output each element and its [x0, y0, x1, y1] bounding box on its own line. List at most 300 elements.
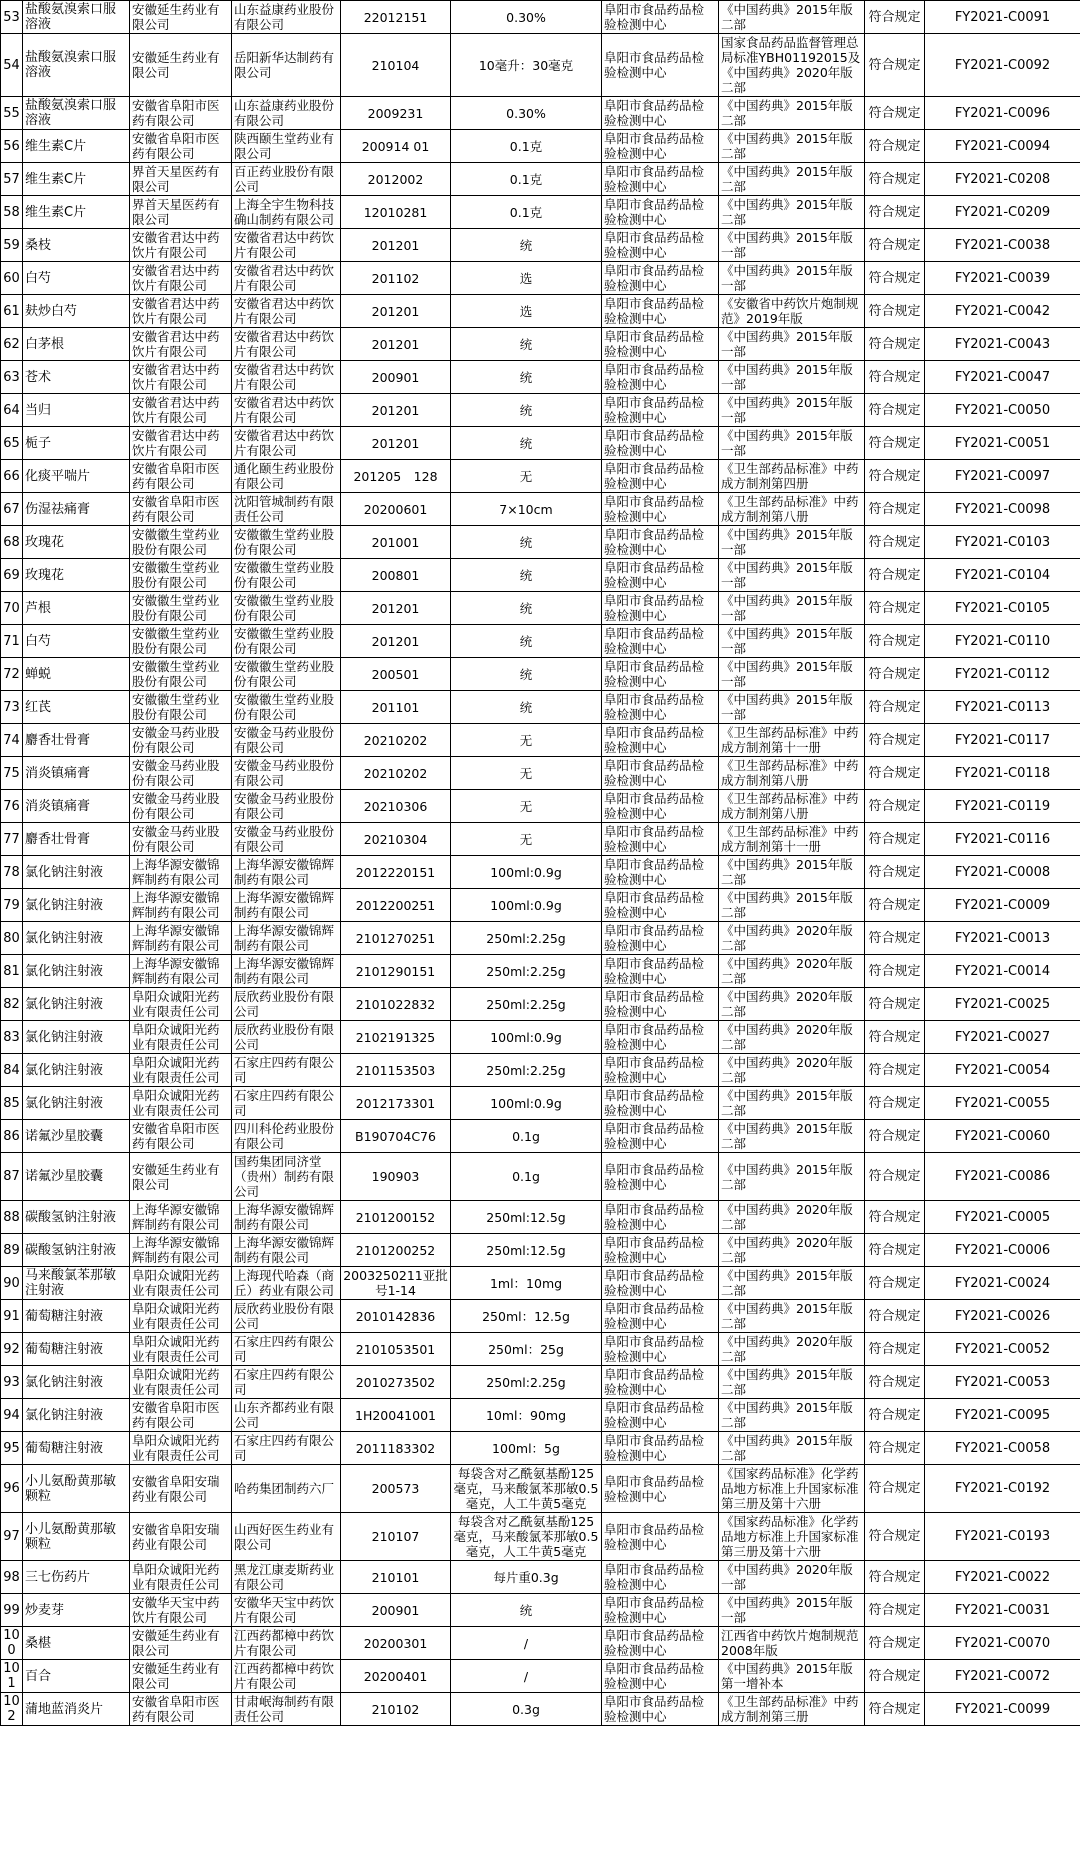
test-standard: 《中国药典》2015年版二部 [719, 1267, 865, 1300]
test-standard: 《中国药典》2020年版二部 [719, 1333, 865, 1366]
report-number: FY2021-C0086 [925, 1153, 1080, 1201]
report-number: FY2021-C0119 [925, 790, 1080, 823]
specification: 100ml:0.9g [451, 856, 602, 889]
batch-number: 200801 [341, 559, 451, 592]
testing-lab: 阜阳市食品药品检验检测中心 [602, 361, 719, 394]
table-row [1, 988, 1080, 1021]
testing-lab: 阜阳市食品药品检验检测中心 [602, 757, 719, 790]
test-standard: 《中国药典》2015年版二部 [719, 97, 865, 130]
test-standard: 《中国药典》2015年版二部 [719, 1087, 865, 1120]
batch-number: 200501 [341, 658, 451, 691]
test-standard: 《中国药典》2015年版一部 [719, 559, 865, 592]
test-result: 符合规定 [865, 1021, 925, 1054]
report-number: FY2021-C0027 [925, 1021, 1080, 1054]
table-row [1, 1333, 1080, 1366]
test-result: 符合规定 [865, 1087, 925, 1120]
product-name: 麝香壮骨膏 [23, 724, 130, 757]
testing-lab: 阜阳市食品药品检验检测中心 [602, 163, 719, 196]
testing-lab: 阜阳市食品药品检验检测中心 [602, 1201, 719, 1234]
manufacturer-name: 黑龙江康麦斯药业有限公司 [232, 1561, 341, 1594]
test-standard: 《中国药典》2015年版二部 [719, 1432, 865, 1465]
supplier-name: 阜阳众诚阳光药业有限责任公司 [130, 1366, 232, 1399]
table-row [1, 163, 1080, 196]
testing-lab: 阜阳市食品药品检验检测中心 [602, 889, 719, 922]
row-number: 82 [1, 988, 23, 1021]
product-name: 氯化钠注射液 [23, 1366, 130, 1399]
report-number: FY2021-C0096 [925, 97, 1080, 130]
product-name: 葡萄糖注射液 [23, 1333, 130, 1366]
supplier-name: 阜阳众诚阳光药业有限责任公司 [130, 1267, 232, 1300]
row-number: 55 [1, 97, 23, 130]
manufacturer-name: 上海华源安徽锦辉制药有限公司 [232, 889, 341, 922]
row-number: 79 [1, 889, 23, 922]
batch-number: 22012151 [341, 1, 451, 34]
row-number: 100 [1, 1627, 23, 1660]
specification: 0.30% [451, 1, 602, 34]
product-name: 维生素C片 [23, 130, 130, 163]
specification: 0.1克 [451, 196, 602, 229]
table-row [1, 790, 1080, 823]
product-name: 盐酸氨溴索口服溶液 [23, 97, 130, 130]
table-row [1, 493, 1080, 526]
test-result: 符合规定 [865, 1465, 925, 1513]
testing-lab: 阜阳市食品药品检验检测中心 [602, 790, 719, 823]
product-name: 马来酸氯苯那敏注射液 [23, 1267, 130, 1300]
supplier-name: 安徽华天宝中药饮片有限公司 [130, 1594, 232, 1627]
specification: 100ml：5g [451, 1432, 602, 1465]
product-name: 白芍 [23, 625, 130, 658]
batch-number: 2101290151 [341, 955, 451, 988]
test-standard: 《中国药典》2020年版二部 [719, 1201, 865, 1234]
test-standard: 《中国药典》2015年版一部 [719, 526, 865, 559]
test-result: 符合规定 [865, 427, 925, 460]
test-result: 符合规定 [865, 1300, 925, 1333]
specification: 选 [451, 295, 602, 328]
batch-number: 201201 [341, 328, 451, 361]
batch-number: 190903 [341, 1153, 451, 1201]
row-number: 96 [1, 1465, 23, 1513]
table-row [1, 1399, 1080, 1432]
test-standard: 《中国药典》2015年版二部 [719, 1, 865, 34]
test-result: 符合规定 [865, 1234, 925, 1267]
row-number: 63 [1, 361, 23, 394]
batch-number: 201001 [341, 526, 451, 559]
test-standard: 江西省中药饮片炮制规范2008年版 [719, 1627, 865, 1660]
test-result: 符合规定 [865, 262, 925, 295]
table-row [1, 460, 1080, 493]
manufacturer-name: 山西好医生药业有限公司 [232, 1513, 341, 1561]
batch-number: 210107 [341, 1513, 451, 1561]
batch-number: 200901 [341, 1594, 451, 1627]
batch-number: 201201 [341, 625, 451, 658]
report-number: FY2021-C0050 [925, 394, 1080, 427]
table-row [1, 1300, 1080, 1333]
report-number: FY2021-C0095 [925, 1399, 1080, 1432]
test-result: 符合规定 [865, 229, 925, 262]
table-row [1, 1054, 1080, 1087]
manufacturer-name: 安徽省君达中药饮片有限公司 [232, 262, 341, 295]
table-row [1, 856, 1080, 889]
testing-lab: 阜阳市食品药品检验检测中心 [602, 493, 719, 526]
report-number: FY2021-C0042 [925, 295, 1080, 328]
testing-lab: 阜阳市食品药品检验检测中心 [602, 1054, 719, 1087]
row-number: 66 [1, 460, 23, 493]
test-result: 符合规定 [865, 922, 925, 955]
report-number: FY2021-C0008 [925, 856, 1080, 889]
testing-lab: 阜阳市食品药品检验检测中心 [602, 196, 719, 229]
specification: 选 [451, 262, 602, 295]
test-result: 符合规定 [865, 1561, 925, 1594]
specification: 7×10cm [451, 493, 602, 526]
testing-lab: 阜阳市食品药品检验检测中心 [602, 229, 719, 262]
manufacturer-name: 山东齐都药业有限公司 [232, 1399, 341, 1432]
supplier-name: 安徽省阜阳市医药有限公司 [130, 1693, 232, 1726]
manufacturer-name: 安徽徽生堂药业股份有限公司 [232, 625, 341, 658]
row-number: 64 [1, 394, 23, 427]
specification: 100ml:0.9g [451, 1021, 602, 1054]
specification: 统 [451, 559, 602, 592]
test-result: 符合规定 [865, 1333, 925, 1366]
report-number: FY2021-C0058 [925, 1432, 1080, 1465]
specification: 统 [451, 691, 602, 724]
report-number: FY2021-C0112 [925, 658, 1080, 691]
manufacturer-name: 江西药都樟中药饮片有限公司 [232, 1660, 341, 1693]
specification: 统 [451, 427, 602, 460]
test-standard: 《中国药典》2015年版第一增补本 [719, 1660, 865, 1693]
batch-number: 2010273502 [341, 1366, 451, 1399]
table-row [1, 592, 1080, 625]
product-name: 氯化钠注射液 [23, 922, 130, 955]
report-number: FY2021-C0110 [925, 625, 1080, 658]
specification: 250ml：25g [451, 1333, 602, 1366]
batch-number: 20200401 [341, 1660, 451, 1693]
test-standard: 《中国药典》2015年版一部 [719, 592, 865, 625]
report-number: FY2021-C0013 [925, 922, 1080, 955]
report-number: FY2021-C0039 [925, 262, 1080, 295]
product-name: 玫瑰花 [23, 559, 130, 592]
testing-lab: 阜阳市食品药品检验检测中心 [602, 1267, 719, 1300]
batch-number: 201201 [341, 295, 451, 328]
report-number: FY2021-C0094 [925, 130, 1080, 163]
test-standard: 《中国药典》2015年版一部 [719, 262, 865, 295]
test-result: 符合规定 [865, 1153, 925, 1201]
batch-number: 2102191325 [341, 1021, 451, 1054]
supplier-name: 阜阳众诚阳光药业有限责任公司 [130, 988, 232, 1021]
row-number: 61 [1, 295, 23, 328]
row-number: 86 [1, 1120, 23, 1153]
specification: / [451, 1627, 602, 1660]
supplier-name: 安徽延生药业有限公司 [130, 1, 232, 34]
table-row [1, 1201, 1080, 1234]
manufacturer-name: 安徽徽生堂药业股份有限公司 [232, 658, 341, 691]
test-standard: 《中国药典》2015年版二部 [719, 1153, 865, 1201]
supplier-name: 安徽金马药业股份有限公司 [130, 823, 232, 856]
manufacturer-name: 通化颐生药业股份有限公司 [232, 460, 341, 493]
testing-lab: 阜阳市食品药品检验检测中心 [602, 1021, 719, 1054]
table-row [1, 196, 1080, 229]
product-name: 氯化钠注射液 [23, 889, 130, 922]
product-name: 诺氟沙星胶囊 [23, 1120, 130, 1153]
report-number: FY2021-C0193 [925, 1513, 1080, 1561]
supplier-name: 安徽省阜阳安瑞药业有限公司 [130, 1513, 232, 1561]
product-name: 红芪 [23, 691, 130, 724]
specification: 250ml:2.25g [451, 922, 602, 955]
product-name: 桑枝 [23, 229, 130, 262]
test-standard: 《中国药典》2020年版二部 [719, 1021, 865, 1054]
product-name: 氯化钠注射液 [23, 1054, 130, 1087]
test-standard: 《安徽省中药饮片炮制规范》2019年版 [719, 295, 865, 328]
manufacturer-name: 国药集团同济堂（贵州）制药有限公司 [232, 1153, 341, 1201]
testing-lab: 阜阳市食品药品检验检测中心 [602, 1693, 719, 1726]
product-name: 碳酸氢钠注射液 [23, 1234, 130, 1267]
table-row [1, 1465, 1080, 1513]
specification: 无 [451, 790, 602, 823]
supplier-name: 安徽省君达中药饮片有限公司 [130, 427, 232, 460]
batch-number: 210104 [341, 34, 451, 97]
test-result: 符合规定 [865, 97, 925, 130]
manufacturer-name: 上海华源安徽锦辉制药有限公司 [232, 955, 341, 988]
report-number: FY2021-C0104 [925, 559, 1080, 592]
specification: 统 [451, 526, 602, 559]
testing-lab: 阜阳市食品药品检验检测中心 [602, 988, 719, 1021]
batch-number: 2011183302 [341, 1432, 451, 1465]
report-number: FY2021-C0117 [925, 724, 1080, 757]
manufacturer-name: 四川科伦药业股份有限公司 [232, 1120, 341, 1153]
batch-number: 2101270251 [341, 922, 451, 955]
manufacturer-name: 辰欣药业股份有限公司 [232, 1021, 341, 1054]
specification: 0.1克 [451, 163, 602, 196]
supplier-name: 安徽省君达中药饮片有限公司 [130, 229, 232, 262]
specification: 0.1g [451, 1153, 602, 1201]
testing-lab: 阜阳市食品药品检验检测中心 [602, 295, 719, 328]
specification: 100ml:0.9g [451, 1087, 602, 1120]
manufacturer-name: 山东益康药业股份有限公司 [232, 97, 341, 130]
test-result: 符合规定 [865, 1627, 925, 1660]
test-standard: 《卫生部药品标准》中药成方制剂第八册 [719, 790, 865, 823]
test-standard: 《卫生部药品标准》中药成方制剂第八册 [719, 493, 865, 526]
testing-lab: 阜阳市食品药品检验检测中心 [602, 625, 719, 658]
supplier-name: 安徽省阜阳市医药有限公司 [130, 493, 232, 526]
test-standard: 《卫生部药品标准》中药成方制剂第八册 [719, 757, 865, 790]
test-result: 符合规定 [865, 790, 925, 823]
table-row [1, 262, 1080, 295]
supplier-name: 上海华源安徽锦辉制药有限公司 [130, 1201, 232, 1234]
product-name: 麸炒白芍 [23, 295, 130, 328]
manufacturer-name: 安徽金马药业股份有限公司 [232, 823, 341, 856]
test-standard: 《国家药品标准》化学药品地方标准上升国家标准第三册及第十六册 [719, 1465, 865, 1513]
row-number: 57 [1, 163, 23, 196]
testing-lab: 阜阳市食品药品检验检测中心 [602, 460, 719, 493]
test-result: 符合规定 [865, 1, 925, 34]
test-standard: 《中国药典》2015年版一部 [719, 691, 865, 724]
batch-number: 20200301 [341, 1627, 451, 1660]
report-number: FY2021-C0026 [925, 1300, 1080, 1333]
specification: 统 [451, 328, 602, 361]
table-row [1, 1513, 1080, 1561]
specification: 无 [451, 724, 602, 757]
testing-lab: 阜阳市食品药品检验检测中心 [602, 856, 719, 889]
report-number: FY2021-C0055 [925, 1087, 1080, 1120]
report-number: FY2021-C0099 [925, 1693, 1080, 1726]
manufacturer-name: 陕西颐生堂药业有限公司 [232, 130, 341, 163]
test-result: 符合规定 [865, 1594, 925, 1627]
report-number: FY2021-C0053 [925, 1366, 1080, 1399]
test-result: 符合规定 [865, 1054, 925, 1087]
batch-number: 2101053501 [341, 1333, 451, 1366]
product-name: 白茅根 [23, 328, 130, 361]
manufacturer-name: 安徽金马药业股份有限公司 [232, 790, 341, 823]
testing-lab: 阜阳市食品药品检验检测中心 [602, 691, 719, 724]
test-result: 符合规定 [865, 460, 925, 493]
test-standard: 《中国药典》2015年版二部 [719, 1120, 865, 1153]
batch-number: 201201 [341, 394, 451, 427]
batch-number: 2003250211亚批号1-14 [341, 1267, 451, 1300]
batch-number: 200573 [341, 1465, 451, 1513]
manufacturer-name: 石家庄四药有限公司 [232, 1366, 341, 1399]
specification: 250ml:2.25g [451, 955, 602, 988]
table-body [1, 1, 1080, 1726]
testing-lab: 阜阳市食品药品检验检测中心 [602, 1366, 719, 1399]
manufacturer-name: 甘肃岷海制药有限责任公司 [232, 1693, 341, 1726]
table-row [1, 691, 1080, 724]
manufacturer-name: 安徽省君达中药饮片有限公司 [232, 427, 341, 460]
test-result: 符合规定 [865, 493, 925, 526]
table-row [1, 1693, 1080, 1726]
report-number: FY2021-C0009 [925, 889, 1080, 922]
supplier-name: 安徽金马药业股份有限公司 [130, 757, 232, 790]
product-name: 栀子 [23, 427, 130, 460]
row-number: 102 [1, 1693, 23, 1726]
supplier-name: 安徽徽生堂药业股份有限公司 [130, 658, 232, 691]
supplier-name: 安徽省君达中药饮片有限公司 [130, 262, 232, 295]
specification: 统 [451, 1594, 602, 1627]
test-result: 符合规定 [865, 1513, 925, 1561]
specification: 100ml:0.9g [451, 889, 602, 922]
test-standard: 《中国药典》2015年版二部 [719, 130, 865, 163]
batch-number: 12010281 [341, 196, 451, 229]
specification: 统 [451, 229, 602, 262]
product-name: 桑椹 [23, 1627, 130, 1660]
test-standard: 《中国药典》2015年版二部 [719, 1399, 865, 1432]
batch-number: 200914 01 [341, 130, 451, 163]
test-standard: 《中国药典》2015年版二部 [719, 196, 865, 229]
test-result: 符合规定 [865, 394, 925, 427]
batch-number: 201205 128 [341, 460, 451, 493]
product-name: 葡萄糖注射液 [23, 1300, 130, 1333]
row-number: 85 [1, 1087, 23, 1120]
table-row [1, 724, 1080, 757]
table-row [1, 361, 1080, 394]
product-name: 葡萄糖注射液 [23, 1432, 130, 1465]
manufacturer-name: 辰欣药业股份有限公司 [232, 988, 341, 1021]
product-name: 消炎镇痛膏 [23, 790, 130, 823]
table-row [1, 625, 1080, 658]
test-standard: 《卫生部药品标准》中药成方制剂第三册 [719, 1693, 865, 1726]
specification: 无 [451, 757, 602, 790]
row-number: 74 [1, 724, 23, 757]
supplier-name: 安徽徽生堂药业股份有限公司 [130, 592, 232, 625]
table-row [1, 1087, 1080, 1120]
manufacturer-name: 沈阳管城制药有限责任公司 [232, 493, 341, 526]
supplier-name: 安徽省君达中药饮片有限公司 [130, 295, 232, 328]
test-result: 符合规定 [865, 361, 925, 394]
product-name: 维生素C片 [23, 196, 130, 229]
batch-number: 201101 [341, 691, 451, 724]
testing-lab: 阜阳市食品药品检验检测中心 [602, 1087, 719, 1120]
supplier-name: 安徽省阜阳市医药有限公司 [130, 460, 232, 493]
testing-lab: 阜阳市食品药品检验检测中心 [602, 394, 719, 427]
test-standard: 《中国药典》2020年版二部 [719, 922, 865, 955]
product-name: 苍术 [23, 361, 130, 394]
testing-lab: 阜阳市食品药品检验检测中心 [602, 592, 719, 625]
specification: 0.1克 [451, 130, 602, 163]
row-number: 67 [1, 493, 23, 526]
testing-lab: 阜阳市食品药品检验检测中心 [602, 1594, 719, 1627]
report-number: FY2021-C0103 [925, 526, 1080, 559]
batch-number: 2101200252 [341, 1234, 451, 1267]
testing-lab: 阜阳市食品药品检验检测中心 [602, 1660, 719, 1693]
test-result: 符合规定 [865, 1660, 925, 1693]
specification: 10ml：90mg [451, 1399, 602, 1432]
test-standard: 《卫生部药品标准》中药成方制剂第四册 [719, 460, 865, 493]
batch-number: 1H20041001 [341, 1399, 451, 1432]
row-number: 88 [1, 1201, 23, 1234]
testing-lab: 阜阳市食品药品检验检测中心 [602, 922, 719, 955]
row-number: 90 [1, 1267, 23, 1300]
testing-lab: 阜阳市食品药品检验检测中心 [602, 658, 719, 691]
row-number: 83 [1, 1021, 23, 1054]
specification: 统 [451, 361, 602, 394]
manufacturer-name: 安徽金马药业股份有限公司 [232, 757, 341, 790]
product-name: 三七伤药片 [23, 1561, 130, 1594]
row-number: 87 [1, 1153, 23, 1201]
table-row [1, 394, 1080, 427]
supplier-name: 界首天星医药有限公司 [130, 196, 232, 229]
product-name: 蝉蜕 [23, 658, 130, 691]
report-number: FY2021-C0091 [925, 1, 1080, 34]
supplier-name: 安徽省君达中药饮片有限公司 [130, 394, 232, 427]
batch-number: 2012173301 [341, 1087, 451, 1120]
report-number: FY2021-C0098 [925, 493, 1080, 526]
report-number: FY2021-C0024 [925, 1267, 1080, 1300]
product-name: 玫瑰花 [23, 526, 130, 559]
supplier-name: 阜阳众诚阳光药业有限责任公司 [130, 1432, 232, 1465]
row-number: 56 [1, 130, 23, 163]
supplier-name: 上海华源安徽锦辉制药有限公司 [130, 955, 232, 988]
table-row [1, 1234, 1080, 1267]
testing-lab: 阜阳市食品药品检验检测中心 [602, 1513, 719, 1561]
batch-number: 210101 [341, 1561, 451, 1594]
test-result: 符合规定 [865, 856, 925, 889]
supplier-name: 上海华源安徽锦辉制药有限公司 [130, 1234, 232, 1267]
manufacturer-name: 石家庄四药有限公司 [232, 1333, 341, 1366]
specification: 每袋含对乙酰氨基酚125毫克，马来酸氯苯那敏0.5毫克，人工牛黄5毫克 [451, 1465, 602, 1513]
specification: 250ml:12.5g [451, 1201, 602, 1234]
row-number: 95 [1, 1432, 23, 1465]
specification: 无 [451, 460, 602, 493]
specification: 250ml:2.25g [451, 988, 602, 1021]
testing-lab: 阜阳市食品药品检验检测中心 [602, 1399, 719, 1432]
row-number: 59 [1, 229, 23, 262]
report-number: FY2021-C0070 [925, 1627, 1080, 1660]
supplier-name: 上海华源安徽锦辉制药有限公司 [130, 856, 232, 889]
table-row [1, 1561, 1080, 1594]
test-result: 符合规定 [865, 34, 925, 97]
report-number: FY2021-C0113 [925, 691, 1080, 724]
batch-number: 200901 [341, 361, 451, 394]
supplier-name: 安徽金马药业股份有限公司 [130, 724, 232, 757]
supplier-name: 安徽徽生堂药业股份有限公司 [130, 526, 232, 559]
